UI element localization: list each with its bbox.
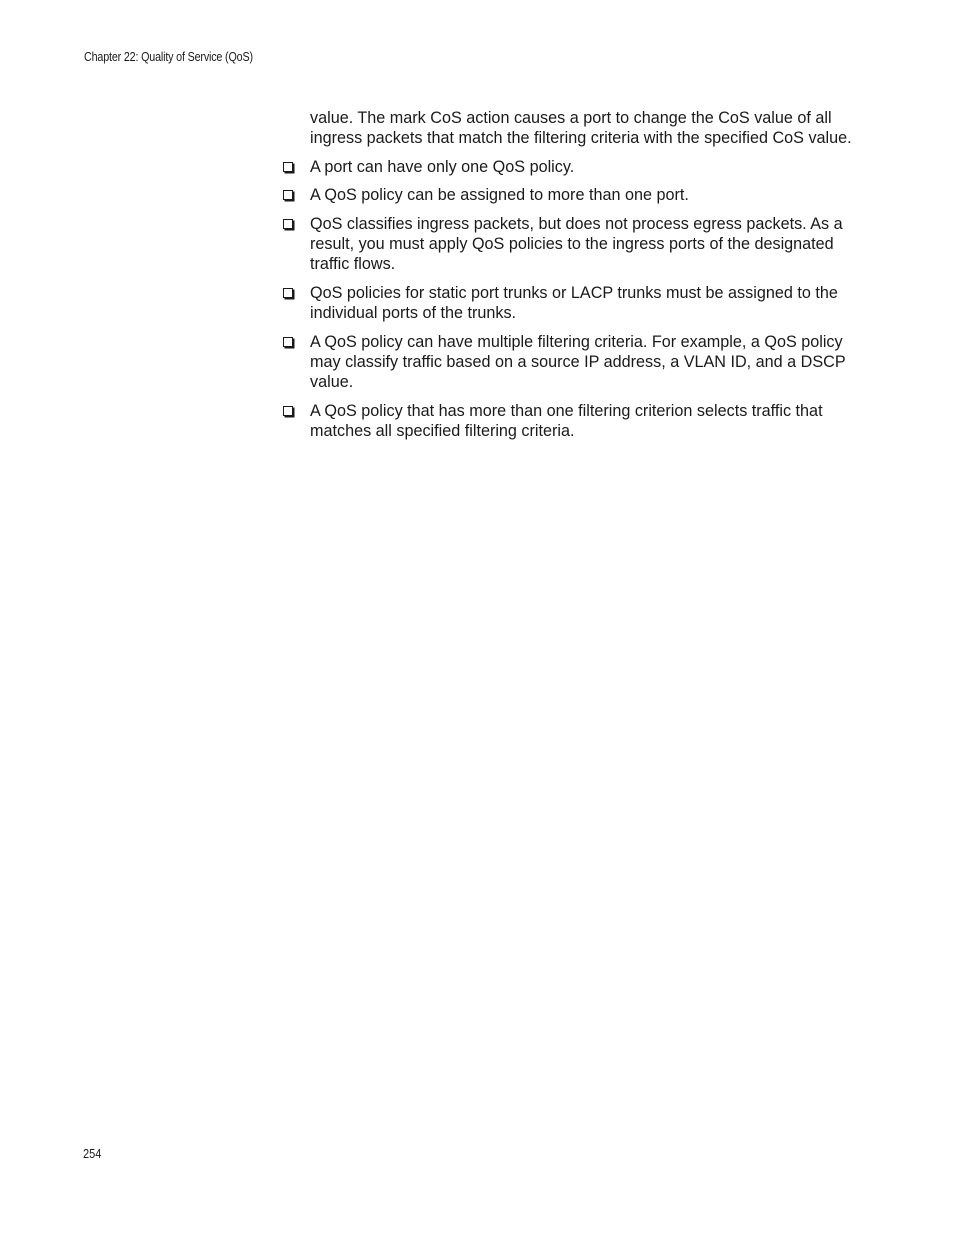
list-item <box>282 185 852 205</box>
checkbox-bullet-icon <box>283 406 293 416</box>
list-item-text: A port can have only one QoS policy. <box>310 157 575 176</box>
running-header: Chapter 22: Quality of Service (QoS) <box>84 50 253 64</box>
checkbox-bullet-icon <box>283 219 293 229</box>
list-item <box>282 157 852 177</box>
checkbox-bullet-icon <box>283 337 293 347</box>
checkbox-bullet-icon <box>283 162 293 172</box>
list-item <box>282 332 852 393</box>
page-number: 254 <box>83 1147 102 1161</box>
list-item-text: A QoS policy can have multiple filtering criteria. For example, a QoS policy may classify traffic based on a source IP address, a VLAN ID, and a DSCP value. <box>310 332 846 392</box>
checkbox-bullet-icon <box>283 288 293 298</box>
checkbox-bullet-icon <box>283 190 293 200</box>
list-item-text: QoS policies for static port trunks or LACP trunks must be assigned to the individual ports of the trunks. <box>310 283 838 323</box>
list-item <box>282 214 852 275</box>
page-content <box>282 108 852 450</box>
list-item <box>282 283 852 324</box>
bullet-list <box>282 157 852 442</box>
continuation-paragraph: value. The mark CoS action causes a port to change the CoS value of all ingress packets that match the filtering criteria with the specified CoS value. <box>310 109 852 148</box>
list-item-text: A QoS policy can be assigned to more than one port. <box>310 186 689 205</box>
list-item-text: QoS classifies ingress packets, but does not process egress packets. As a result, you must apply QoS policies to the ingress ports of the designated traffic flows. <box>310 214 843 274</box>
list-item <box>282 401 852 442</box>
list-item-text: A QoS policy that has more than one filtering criterion selects traffic that matches all specified filtering criteria. <box>310 401 823 441</box>
